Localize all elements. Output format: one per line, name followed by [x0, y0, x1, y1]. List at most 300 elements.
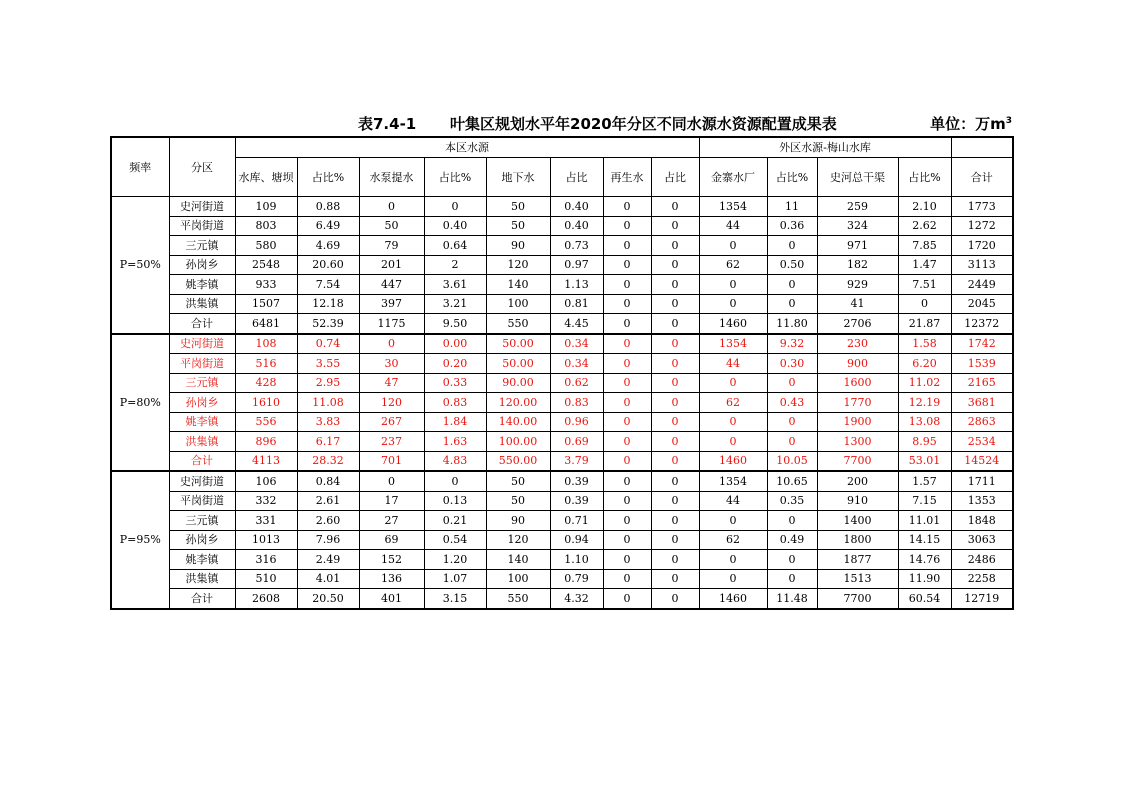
value-cell: 1848	[951, 511, 1013, 531]
value-cell: 0	[603, 589, 651, 609]
value-cell: 4.69	[297, 236, 359, 256]
value-cell: 50	[486, 197, 550, 217]
value-cell: 1.20	[424, 550, 486, 570]
value-cell: 1.47	[898, 255, 951, 275]
value-cell: 3.61	[424, 275, 486, 295]
region-cell: 合计	[169, 589, 235, 609]
value-cell: 2	[424, 255, 486, 275]
table-row	[111, 334, 1013, 354]
value-cell: 0	[603, 569, 651, 589]
value-cell: 0	[767, 373, 817, 393]
value-cell: 0.74	[297, 334, 359, 354]
value-cell: 2.49	[297, 550, 359, 570]
value-cell: 0.69	[550, 432, 603, 452]
value-cell: 2548	[235, 255, 297, 275]
value-cell: 0	[603, 550, 651, 570]
value-cell: 120.00	[486, 393, 550, 413]
value-cell: 0	[651, 412, 699, 432]
header-external-source: 外区水源-梅山水库	[699, 137, 951, 158]
value-cell: 62	[699, 255, 767, 275]
value-cell: 12372	[951, 314, 1013, 334]
region-cell: 洪集镇	[169, 294, 235, 314]
value-cell: 1877	[817, 550, 898, 570]
value-cell: 3.55	[297, 354, 359, 374]
value-cell: 0	[603, 373, 651, 393]
value-cell: 0.49	[767, 530, 817, 550]
value-cell: 47	[359, 373, 424, 393]
header-region: 分区	[169, 137, 235, 197]
table-row	[111, 393, 1013, 413]
value-cell: 1460	[699, 589, 767, 609]
value-cell: 44	[699, 491, 767, 511]
value-cell: 0	[699, 550, 767, 570]
value-cell: 0.39	[550, 471, 603, 491]
header-reclaimed-pct: 占比	[651, 158, 699, 197]
value-cell: 0	[699, 294, 767, 314]
value-cell: 0.13	[424, 491, 486, 511]
value-cell: 140	[486, 550, 550, 570]
value-cell: 0	[603, 530, 651, 550]
table-row	[111, 216, 1013, 236]
value-cell: 79	[359, 236, 424, 256]
value-cell: 701	[359, 451, 424, 471]
frequency-cell: P=50%	[111, 197, 169, 334]
value-cell: 1.84	[424, 412, 486, 432]
region-cell: 洪集镇	[169, 432, 235, 452]
value-cell: 580	[235, 236, 297, 256]
value-cell: 316	[235, 550, 297, 570]
value-cell: 2608	[235, 589, 297, 609]
value-cell: 7.51	[898, 275, 951, 295]
value-cell: 152	[359, 550, 424, 570]
value-cell: 447	[359, 275, 424, 295]
region-cell: 孙岗乡	[169, 393, 235, 413]
value-cell: 41	[817, 294, 898, 314]
value-cell: 1.63	[424, 432, 486, 452]
value-cell: 0.40	[550, 197, 603, 217]
value-cell: 1.57	[898, 471, 951, 491]
value-cell: 1460	[699, 451, 767, 471]
value-cell: 2706	[817, 314, 898, 334]
value-cell: 1.13	[550, 275, 603, 295]
unit-text: 单位：万m	[930, 115, 1006, 133]
region-cell: 姚李镇	[169, 275, 235, 295]
value-cell: 20.60	[297, 255, 359, 275]
value-cell: 0	[651, 255, 699, 275]
value-cell: 1.07	[424, 569, 486, 589]
header-local-source: 本区水源	[235, 137, 699, 158]
value-cell: 0.34	[550, 354, 603, 374]
value-cell: 1610	[235, 393, 297, 413]
region-cell: 史河街道	[169, 334, 235, 354]
value-cell: 0	[603, 451, 651, 471]
value-cell: 120	[359, 393, 424, 413]
value-cell: 0	[603, 314, 651, 334]
table-row	[111, 432, 1013, 452]
header-reservoir: 水库、塘坝	[235, 158, 297, 197]
value-cell: 182	[817, 255, 898, 275]
value-cell: 1600	[817, 373, 898, 393]
value-cell: 0	[651, 589, 699, 609]
value-cell: 0	[651, 550, 699, 570]
value-cell: 1711	[951, 471, 1013, 491]
region-cell: 合计	[169, 451, 235, 471]
value-cell: 11.90	[898, 569, 951, 589]
value-cell: 8.95	[898, 432, 951, 452]
table-row	[111, 550, 1013, 570]
value-cell: 0	[699, 412, 767, 432]
value-cell: 0.50	[767, 255, 817, 275]
value-cell: 2258	[951, 569, 1013, 589]
value-cell: 53.01	[898, 451, 951, 471]
value-cell: 0	[603, 216, 651, 236]
value-cell: 1900	[817, 412, 898, 432]
value-cell: 0	[651, 530, 699, 550]
value-cell: 1773	[951, 197, 1013, 217]
value-cell: 0.40	[424, 216, 486, 236]
value-cell: 0.21	[424, 511, 486, 531]
value-cell: 0	[699, 569, 767, 589]
value-cell: 3063	[951, 530, 1013, 550]
value-cell: 0	[767, 412, 817, 432]
header-reservoir-pct: 占比%	[297, 158, 359, 197]
value-cell: 1720	[951, 236, 1013, 256]
value-cell: 201	[359, 255, 424, 275]
table-row	[111, 236, 1013, 256]
region-cell: 史河街道	[169, 471, 235, 491]
value-cell: 10.05	[767, 451, 817, 471]
value-cell: 1742	[951, 334, 1013, 354]
value-cell: 2.95	[297, 373, 359, 393]
value-cell: 4113	[235, 451, 297, 471]
value-cell: 106	[235, 471, 297, 491]
value-cell: 0	[767, 432, 817, 452]
value-cell: 0	[651, 236, 699, 256]
value-cell: 200	[817, 471, 898, 491]
value-cell: 0.64	[424, 236, 486, 256]
value-cell: 237	[359, 432, 424, 452]
value-cell: 0	[699, 236, 767, 256]
value-cell: 6481	[235, 314, 297, 334]
value-cell: 2.10	[898, 197, 951, 217]
table-row	[111, 451, 1013, 471]
value-cell: 0.83	[550, 393, 603, 413]
value-cell: 90.00	[486, 373, 550, 393]
value-cell: 2.62	[898, 216, 951, 236]
value-cell: 1800	[817, 530, 898, 550]
value-cell: 1.10	[550, 550, 603, 570]
value-cell: 550.00	[486, 451, 550, 471]
table-row	[111, 511, 1013, 531]
table-row	[111, 255, 1013, 275]
value-cell: 4.45	[550, 314, 603, 334]
value-cell: 510	[235, 569, 297, 589]
header-groundwater: 地下水	[486, 158, 550, 197]
value-cell: 331	[235, 511, 297, 531]
value-cell: 929	[817, 275, 898, 295]
region-cell: 平岗街道	[169, 354, 235, 374]
value-cell: 428	[235, 373, 297, 393]
region-cell: 孙岗乡	[169, 530, 235, 550]
value-cell: 0.88	[297, 197, 359, 217]
value-cell: 1460	[699, 314, 767, 334]
value-cell: 11.02	[898, 373, 951, 393]
value-cell: 6.17	[297, 432, 359, 452]
value-cell: 0	[651, 451, 699, 471]
header-jinzhai-plant: 金寨水厂	[699, 158, 767, 197]
value-cell: 62	[699, 393, 767, 413]
value-cell: 0.20	[424, 354, 486, 374]
value-cell: 0.83	[424, 393, 486, 413]
header-jinzhai-pct: 占比%	[767, 158, 817, 197]
region-cell: 三元镇	[169, 511, 235, 531]
value-cell: 401	[359, 589, 424, 609]
header-reclaimed: 再生水	[603, 158, 651, 197]
value-cell: 6.20	[898, 354, 951, 374]
value-cell: 0	[603, 432, 651, 452]
region-cell: 洪集镇	[169, 569, 235, 589]
allocation-table	[110, 136, 1014, 610]
table-title-row	[110, 113, 1012, 137]
value-cell: 10.65	[767, 471, 817, 491]
value-cell: 0.79	[550, 569, 603, 589]
value-cell: 50	[486, 471, 550, 491]
value-cell: 1354	[699, 471, 767, 491]
value-cell: 6.49	[297, 216, 359, 236]
value-cell: 12.18	[297, 294, 359, 314]
value-cell: 11.08	[297, 393, 359, 413]
value-cell: 14.15	[898, 530, 951, 550]
region-cell: 合计	[169, 314, 235, 334]
header-total-spacer	[951, 137, 1013, 158]
value-cell: 0	[699, 373, 767, 393]
value-cell: 4.32	[550, 589, 603, 609]
value-cell: 0	[603, 236, 651, 256]
region-cell: 史河街道	[169, 197, 235, 217]
value-cell: 7700	[817, 589, 898, 609]
value-cell: 50	[359, 216, 424, 236]
value-cell: 0	[651, 275, 699, 295]
table-row	[111, 569, 1013, 589]
frequency-cell: P=80%	[111, 334, 169, 472]
value-cell: 0	[699, 511, 767, 531]
header-pump-pct: 占比%	[424, 158, 486, 197]
value-cell: 2534	[951, 432, 1013, 452]
region-cell: 三元镇	[169, 236, 235, 256]
table-row	[111, 589, 1013, 609]
table-row	[111, 275, 1013, 295]
value-cell: 0.97	[550, 255, 603, 275]
value-cell: 100.00	[486, 432, 550, 452]
value-cell: 1013	[235, 530, 297, 550]
header-shihe-pct: 占比%	[898, 158, 951, 197]
value-cell: 109	[235, 197, 297, 217]
value-cell: 803	[235, 216, 297, 236]
value-cell: 1300	[817, 432, 898, 452]
value-cell: 2486	[951, 550, 1013, 570]
value-cell: 0.34	[550, 334, 603, 354]
value-cell: 0.35	[767, 491, 817, 511]
region-cell: 孙岗乡	[169, 255, 235, 275]
value-cell: 397	[359, 294, 424, 314]
value-cell: 3.15	[424, 589, 486, 609]
table-row	[111, 314, 1013, 334]
value-cell: 0	[651, 373, 699, 393]
value-cell: 550	[486, 589, 550, 609]
value-cell: 0	[651, 294, 699, 314]
value-cell: 0	[699, 275, 767, 295]
value-cell: 1175	[359, 314, 424, 334]
value-cell: 0	[651, 569, 699, 589]
table-row	[111, 373, 1013, 393]
value-cell: 100	[486, 294, 550, 314]
value-cell: 60.54	[898, 589, 951, 609]
value-cell: 120	[486, 530, 550, 550]
value-cell: 0	[767, 236, 817, 256]
value-cell: 7.85	[898, 236, 951, 256]
value-cell: 0	[651, 511, 699, 531]
value-cell: 0	[603, 255, 651, 275]
value-cell: 7.54	[297, 275, 359, 295]
value-cell: 0.62	[550, 373, 603, 393]
value-cell: 2045	[951, 294, 1013, 314]
value-cell: 50.00	[486, 334, 550, 354]
value-cell: 3113	[951, 255, 1013, 275]
table-title: 叶集区规划水平年2020年分区不同水源水资源配置成果表	[450, 115, 837, 133]
value-cell: 971	[817, 236, 898, 256]
value-cell: 2.61	[297, 491, 359, 511]
value-cell: 1.58	[898, 334, 951, 354]
table-row	[111, 354, 1013, 374]
value-cell: 140.00	[486, 412, 550, 432]
value-cell: 900	[817, 354, 898, 374]
value-cell: 14524	[951, 451, 1013, 471]
table-row	[111, 530, 1013, 550]
value-cell: 0	[651, 471, 699, 491]
header-frequency: 频率	[111, 137, 169, 197]
value-cell: 2.60	[297, 511, 359, 531]
value-cell: 11.48	[767, 589, 817, 609]
value-cell: 0	[898, 294, 951, 314]
value-cell: 332	[235, 491, 297, 511]
region-cell: 平岗街道	[169, 216, 235, 236]
value-cell: 1353	[951, 491, 1013, 511]
unit-label	[930, 113, 1012, 134]
value-cell: 0.39	[550, 491, 603, 511]
value-cell: 267	[359, 412, 424, 432]
table-number: 表7.4-1	[358, 115, 417, 133]
value-cell: 27	[359, 511, 424, 531]
value-cell: 44	[699, 216, 767, 236]
value-cell: 0	[603, 393, 651, 413]
frequency-cell: P=95%	[111, 471, 169, 609]
value-cell: 3681	[951, 393, 1013, 413]
value-cell: 9.32	[767, 334, 817, 354]
value-cell: 28.32	[297, 451, 359, 471]
value-cell: 230	[817, 334, 898, 354]
region-cell: 姚李镇	[169, 550, 235, 570]
value-cell: 0	[603, 491, 651, 511]
value-cell: 0	[603, 294, 651, 314]
value-cell: 259	[817, 197, 898, 217]
value-cell: 21.87	[898, 314, 951, 334]
value-cell: 7700	[817, 451, 898, 471]
value-cell: 4.83	[424, 451, 486, 471]
value-cell: 4.01	[297, 569, 359, 589]
value-cell: 0	[603, 334, 651, 354]
table-body	[111, 197, 1013, 609]
region-cell: 三元镇	[169, 373, 235, 393]
value-cell: 0	[424, 197, 486, 217]
value-cell: 0	[651, 334, 699, 354]
value-cell: 0.84	[297, 471, 359, 491]
value-cell: 120	[486, 255, 550, 275]
value-cell: 30	[359, 354, 424, 374]
value-cell: 0	[603, 511, 651, 531]
value-cell: 14.76	[898, 550, 951, 570]
value-cell: 13.08	[898, 412, 951, 432]
value-cell: 0	[424, 471, 486, 491]
value-cell: 1354	[699, 197, 767, 217]
region-cell: 姚李镇	[169, 412, 235, 432]
value-cell: 0	[603, 354, 651, 374]
value-cell: 7.96	[297, 530, 359, 550]
value-cell: 0.81	[550, 294, 603, 314]
value-cell: 0	[359, 471, 424, 491]
table-row	[111, 471, 1013, 491]
value-cell: 0.00	[424, 334, 486, 354]
value-cell: 2863	[951, 412, 1013, 432]
value-cell: 69	[359, 530, 424, 550]
value-cell: 0	[651, 393, 699, 413]
value-cell: 0	[767, 569, 817, 589]
value-cell: 0.96	[550, 412, 603, 432]
value-cell: 1400	[817, 511, 898, 531]
table-row	[111, 197, 1013, 217]
header-pump: 水泵提水	[359, 158, 424, 197]
value-cell: 0	[767, 294, 817, 314]
value-cell: 0	[603, 471, 651, 491]
value-cell: 1513	[817, 569, 898, 589]
value-cell: 0	[767, 275, 817, 295]
value-cell: 50	[486, 491, 550, 511]
value-cell: 11	[767, 197, 817, 217]
value-cell: 108	[235, 334, 297, 354]
value-cell: 0	[767, 511, 817, 531]
value-cell: 17	[359, 491, 424, 511]
value-cell: 0	[699, 432, 767, 452]
value-cell: 0	[767, 550, 817, 570]
value-cell: 0.30	[767, 354, 817, 374]
value-cell: 0.71	[550, 511, 603, 531]
value-cell: 90	[486, 236, 550, 256]
value-cell: 3.79	[550, 451, 603, 471]
value-cell: 324	[817, 216, 898, 236]
value-cell: 556	[235, 412, 297, 432]
value-cell: 1539	[951, 354, 1013, 374]
value-cell: 896	[235, 432, 297, 452]
value-cell: 50	[486, 216, 550, 236]
value-cell: 0	[359, 197, 424, 217]
value-cell: 100	[486, 569, 550, 589]
value-cell: 0	[651, 491, 699, 511]
value-cell: 11.80	[767, 314, 817, 334]
value-cell: 44	[699, 354, 767, 374]
value-cell: 550	[486, 314, 550, 334]
value-cell: 1507	[235, 294, 297, 314]
table-row	[111, 412, 1013, 432]
value-cell: 52.39	[297, 314, 359, 334]
